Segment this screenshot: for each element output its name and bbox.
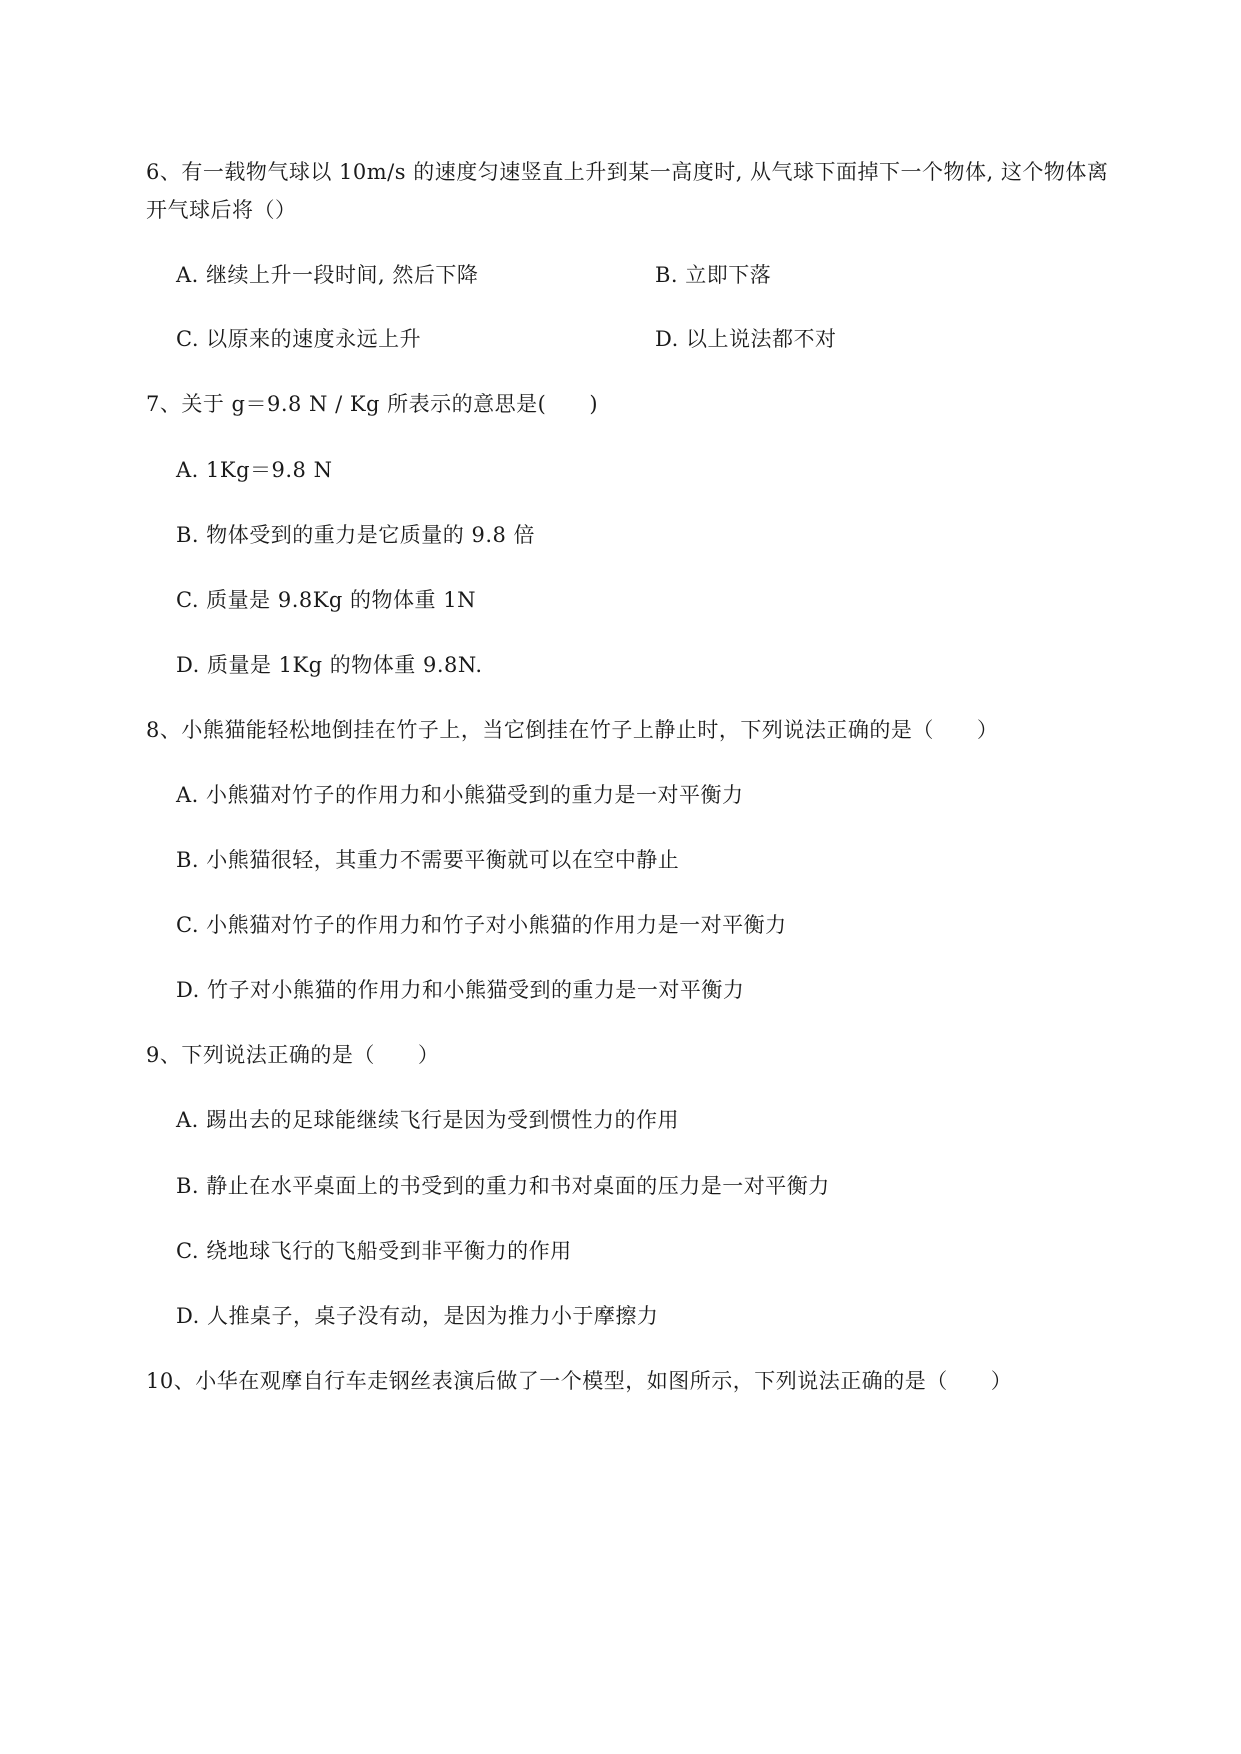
question-6-option-a: A. 继续上升一段时间, 然后下降	[176, 263, 479, 287]
question-7-option-d: D. 质量是 1Kg 的物体重 9.8N.	[176, 653, 483, 677]
question-7-option-c: C. 质量是 9.8Kg 的物体重 1N	[176, 588, 476, 612]
question-8-stem: 8、小熊猫能轻松地倒挂在竹子上，当它倒挂在竹子上静止时，下列说法正确的是（ ）	[146, 718, 999, 742]
question-8-option-c: C. 小熊猫对竹子的作用力和竹子对小熊猫的作用力是一对平衡力	[176, 913, 787, 937]
question-6-stem-line-2: 开气球后将（）	[146, 198, 297, 222]
question-9-option-c: C. 绕地球飞行的飞船受到非平衡力的作用	[176, 1239, 572, 1263]
question-9-option-b: B. 静止在水平桌面上的书受到的重力和书对桌面的压力是一对平衡力	[176, 1174, 830, 1198]
question-7-option-b: B. 物体受到的重力是它质量的 9.8 倍	[176, 523, 536, 547]
question-8-option-a: A. 小熊猫对竹子的作用力和小熊猫受到的重力是一对平衡力	[176, 783, 744, 807]
question-6-option-c: C. 以原来的速度永远上升	[176, 327, 422, 351]
question-10-stem: 10、小华在观摩自行车走钢丝表演后做了一个模型，如图所示，下列说法正确的是（ ）	[146, 1369, 1013, 1393]
question-8-option-b: B. 小熊猫很轻，其重力不需要平衡就可以在空中静止	[176, 848, 680, 872]
question-9-option-d: D. 人推桌子，桌子没有动，是因为推力小于摩擦力	[176, 1304, 659, 1328]
question-7-option-a: A. 1Kg＝9.8 N	[176, 458, 333, 482]
question-6-option-b: B. 立即下落	[655, 263, 772, 287]
question-8-option-d: D. 竹子对小熊猫的作用力和小熊猫受到的重力是一对平衡力	[176, 978, 745, 1002]
question-9-option-a: A. 踢出去的足球能继续飞行是因为受到惯性力的作用	[176, 1108, 680, 1132]
question-6-stem-line-1: 6、有一载物气球以 10m/s 的速度匀速竖直上升到某一高度时, 从气球下面掉下一个物体, 这个物体离	[146, 160, 1109, 184]
question-6-option-d: D. 以上说法都不对	[655, 327, 837, 351]
question-7-stem: 7、关于 g＝9.8 N / Kg 所表示的意思是( )	[146, 392, 599, 416]
question-9-stem: 9、下列说法正确的是（ ）	[146, 1043, 440, 1067]
